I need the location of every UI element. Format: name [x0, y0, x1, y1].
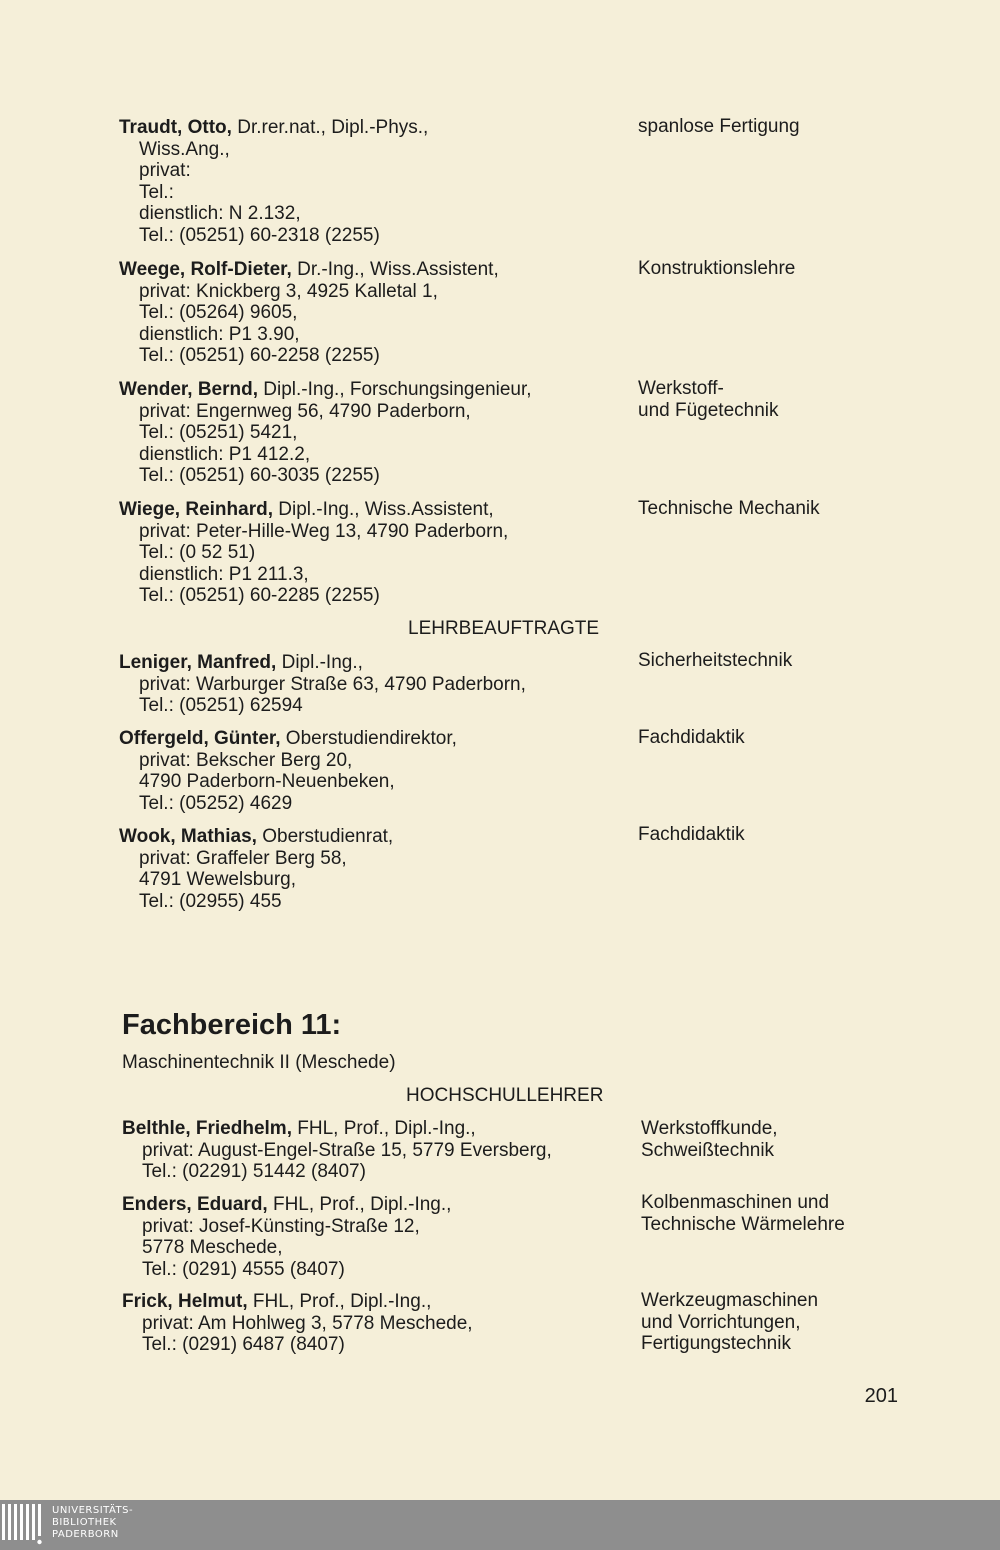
subject-offergeld	[638, 727, 968, 749]
entry-line: dienstlich: P1 412.2,	[139, 443, 311, 465]
entry-line: 5778 Meschede,	[142, 1237, 283, 1258]
library-footer-banner	[0, 1500, 1000, 1550]
entry-name: Traudt, Otto,	[119, 117, 232, 138]
entry-line: Tel.: (0291) 6487 (8407)	[142, 1334, 345, 1355]
entry-title: Dr.-Ing., Wiss.Assistent,	[291, 259, 499, 280]
entry-title: Dipl.-Ing., Forschungsingenieur,	[258, 379, 532, 400]
entry-line: Tel.: (05251) 60-3035 (2255)	[139, 465, 380, 486]
entry-line: Wiss.Ang.,	[139, 138, 230, 160]
logo-text-line: BIBLIOTHEK	[52, 1517, 117, 1528]
entry-line: privat: Bekscher Berg 20,	[139, 749, 353, 771]
hochschullehrer-heading: HOCHSCHULLEHRER	[406, 1085, 604, 1106]
entry-line: Tel.: (05251) 60-2318 (2255)	[139, 224, 380, 246]
entry-name-line	[122, 1118, 622, 1140]
entry-name-line	[119, 826, 619, 848]
entry-line: Tel.: (05251) 62594	[139, 695, 303, 716]
entry-name: Wiege, Reinhard,	[119, 499, 273, 520]
subject-leniger	[638, 650, 968, 672]
entry-name-line	[119, 499, 619, 521]
section-subtitle: Maschinentechnik II (Meschede)	[122, 1052, 396, 1073]
entry-line: privat: August-Engel-Straße 15, 5779 Eversberg,	[142, 1139, 552, 1161]
entry-name-line	[119, 728, 619, 750]
subject-line: Werkzeugmaschinen	[641, 1290, 819, 1311]
person-entry-offergeld	[119, 728, 619, 814]
person-entry-weege	[119, 259, 619, 367]
subject-line: Werkstoffkunde,	[641, 1118, 778, 1139]
entry-name: Belthle, Friedhelm,	[122, 1118, 292, 1139]
subject-line: Technische Wärmelehre	[641, 1213, 845, 1235]
entry-line: privat: Peter-Hille-Weg 13, 4790 Paderborn,	[139, 520, 509, 542]
subject-frick	[641, 1290, 971, 1355]
entry-line: Tel.: (0291) 4555 (8407)	[142, 1258, 345, 1280]
person-entry-wender	[119, 379, 619, 487]
entry-line: dienstlich: P1 211.3,	[139, 563, 309, 585]
entry-name: Enders, Eduard,	[122, 1194, 268, 1215]
entry-line: privat: Graffeler Berg 58,	[139, 847, 347, 869]
subject-line: Fachdidaktik	[638, 824, 745, 845]
library-logo-icon	[2, 1504, 42, 1546]
subject-line: Technische Mechanik	[638, 498, 820, 519]
entry-name-line	[122, 1194, 622, 1216]
subject-line: Fertigungstechnik	[641, 1333, 791, 1354]
subject-wiege	[638, 498, 968, 520]
page-number: 201	[864, 1385, 898, 1407]
entry-title: FHL, Prof., Dipl.-Ing.,	[291, 1118, 476, 1139]
entry-line: Tel.: (05251) 60-2285 (2255)	[139, 585, 380, 606]
subject-line: Kolbenmaschinen und	[641, 1192, 830, 1213]
logo-text-line: UNIVERSITÄTS-	[52, 1505, 134, 1516]
entry-line: 4791 Wewelsburg,	[139, 869, 297, 890]
entry-line: dienstlich: P1 3.90,	[139, 323, 300, 345]
person-entry-frick	[122, 1291, 622, 1356]
person-entry-enders	[122, 1194, 622, 1280]
entry-line: privat: Am Hohlweg 3, 5778 Meschede,	[142, 1312, 473, 1334]
entry-line: privat: Engernweg 56, 4790 Paderborn,	[139, 400, 471, 422]
entry-line: privat: Warburger Straße 63, 4790 Paderborn,	[139, 673, 526, 695]
entry-line: Tel.: (0 52 51)	[139, 542, 256, 563]
entry-title: FHL, Prof., Dipl.-Ing.,	[267, 1194, 452, 1215]
entry-line: 4790 Paderborn-Neuenbeken,	[139, 771, 395, 792]
subject-line: spanlose Fertigung	[638, 116, 800, 137]
subject-line: Sicherheitstechnik	[638, 650, 793, 671]
subject-enders	[641, 1192, 971, 1235]
subject-line: und Fügetechnik	[638, 399, 779, 421]
person-entry-leniger	[119, 652, 619, 717]
entry-line: Tel.: (05251) 60-2258 (2255)	[139, 345, 380, 366]
entry-name: Leniger, Manfred,	[119, 652, 277, 673]
subject-line: Konstruktionslehre	[638, 258, 796, 279]
entry-line: Tel.: (05264) 9605,	[139, 302, 298, 323]
entry-title: FHL, Prof., Dipl.-Ing.,	[247, 1291, 432, 1312]
logo-text-line: PADERBORN	[52, 1529, 119, 1540]
entry-name-line	[122, 1291, 622, 1313]
subject-belthle	[641, 1118, 971, 1161]
subject-line: Fachdidaktik	[638, 727, 745, 748]
person-entry-wiege	[119, 499, 619, 607]
subject-wook	[638, 824, 968, 846]
entry-title: Dr.rer.nat., Dipl.-Phys.,	[231, 117, 429, 138]
entry-title: Oberstudienrat,	[256, 826, 394, 847]
entry-line: Tel.: (05252) 4629	[139, 792, 293, 814]
subject-traudt	[638, 116, 968, 138]
entry-name-line	[119, 259, 619, 281]
entry-name: Weege, Rolf-Dieter,	[119, 259, 292, 280]
entry-line: Tel.:	[139, 181, 174, 203]
entry-title: Dipl.-Ing., Wiss.Assistent,	[272, 499, 494, 520]
entry-name: Offergeld, Günter,	[119, 728, 281, 749]
person-entry-traudt	[119, 117, 619, 246]
entry-line: privat: Josef-Künsting-Straße 12,	[142, 1215, 420, 1237]
subject-wender	[638, 378, 968, 421]
subject-line: Schweißtechnik	[641, 1139, 775, 1161]
entry-line: Tel.: (02291) 51442 (8407)	[142, 1161, 366, 1182]
entry-name-line	[119, 117, 619, 139]
entry-line: Tel.: (05251) 5421,	[139, 422, 298, 443]
section-title: Fachbereich 11:	[122, 1009, 342, 1041]
entry-name-line	[119, 652, 619, 674]
entry-name: Wender, Bernd,	[119, 379, 259, 400]
lehrbeauftragte-heading: LEHRBEAUFTRAGTE	[408, 618, 600, 639]
entry-title: Dipl.-Ing.,	[276, 652, 363, 673]
entry-name: Frick, Helmut,	[122, 1291, 248, 1312]
subject-weege	[638, 258, 968, 280]
entry-name: Wook, Mathias,	[119, 826, 257, 847]
entry-line: Tel.: (02955) 455	[139, 890, 282, 912]
subject-line: Werkstoff-	[638, 378, 724, 399]
entry-line: dienstlich: N 2.132,	[139, 203, 301, 224]
entry-name-line	[119, 379, 619, 401]
person-entry-belthle	[122, 1118, 622, 1183]
entry-line: privat: Knickberg 3, 4925 Kalletal 1,	[139, 280, 438, 302]
library-logo-text	[52, 1505, 133, 1541]
subject-line: und Vorrichtungen,	[641, 1311, 801, 1333]
entry-title: Oberstudiendirektor,	[280, 728, 457, 749]
person-entry-wook	[119, 826, 619, 912]
entry-line: privat:	[139, 160, 191, 181]
